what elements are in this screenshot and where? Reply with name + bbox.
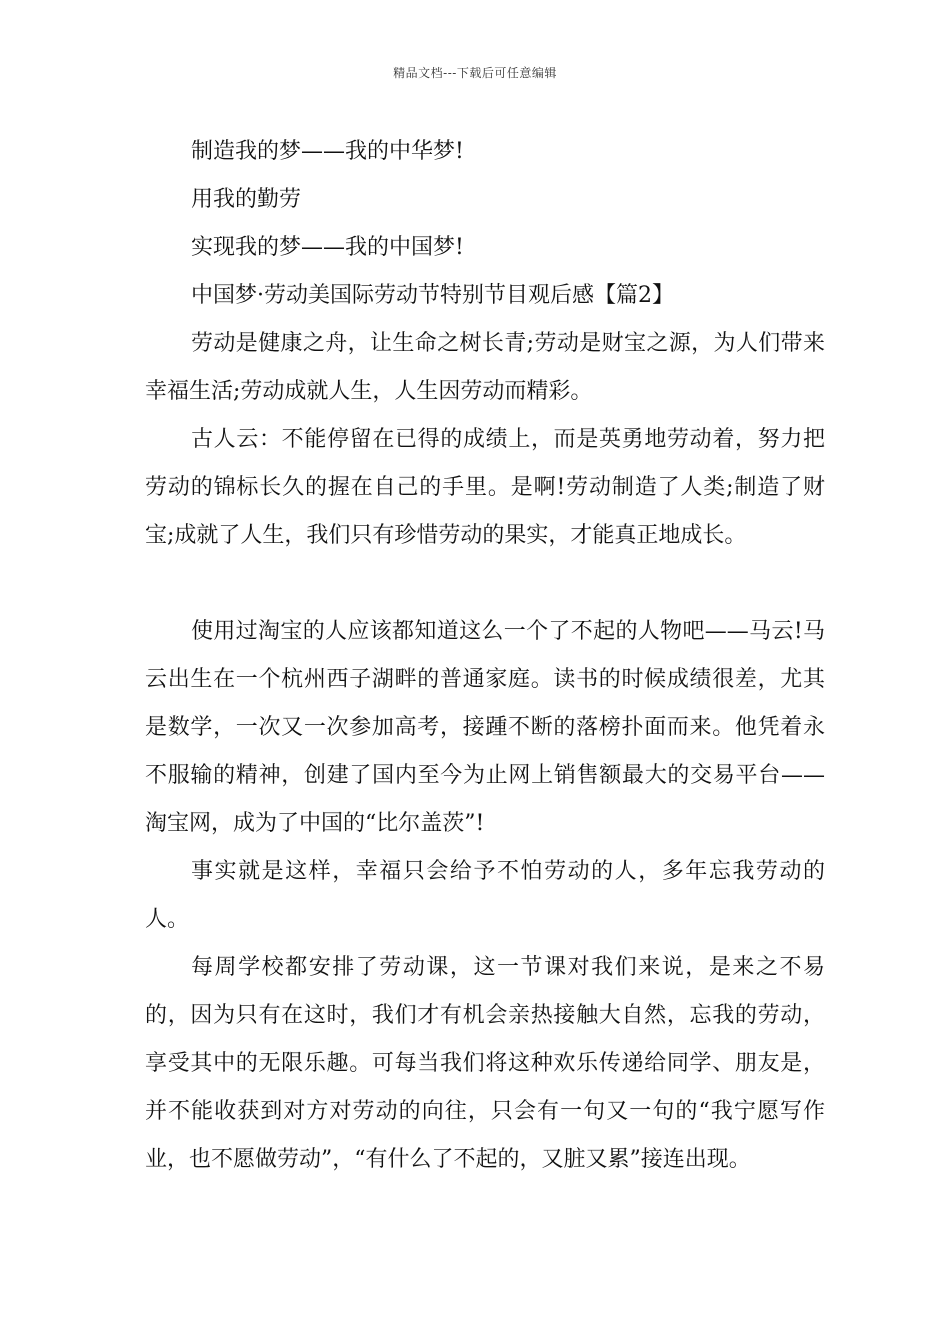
paragraph-3: 实现我的梦——我的中国梦! bbox=[191, 235, 464, 260]
paragraph-8: 事实就是这样，幸福只会给予不怕劳动的人，多年忘我劳动的人。 bbox=[145, 859, 825, 932]
paragraph-5: 劳动是健康之舟，让生命之树长青;劳动是财宝之源，为人们带来幸福生活;劳动成就人生，人生因劳动而精彩。 bbox=[145, 331, 825, 404]
document-body bbox=[145, 128, 825, 1184]
page-header: 精品文档---下载后可任意编辑 bbox=[393, 66, 557, 80]
paragraph-2: 用我的勤劳 bbox=[191, 187, 302, 212]
section-title: 中国梦·劳动美国际劳动节特别节目观后感【篇2】 bbox=[191, 283, 674, 308]
paragraph-1: 制造我的梦——我的中华梦! bbox=[191, 139, 464, 164]
paragraph-7: 使用过淘宝的人应该都知道这么一个了不起的人物吧——马云!马云出生在一个杭州西子湖畔的普通家庭。读书的时候成绩很差，尤其是数学，一次又一次参加高考，接踵不断的落榜扑面而来。他凭着永不服输的精神，创建了国内至今为止网上销售额最大的交易平台——淘宝网，成为了中国的“比尔盖茨”! bbox=[145, 619, 825, 836]
paragraph-9: 每周学校都安排了劳动课，这一节课对我们来说，是来之不易的，因为只有在这时，我们才有机会亲热接触大自然，忘我的劳动，享受其中的无限乐趣。可每当我们将这种欢乐传递给同学、朋友是，并不能收获到对方对劳动的向往，只会有一句又一句的“我宁愿写作业，也不愿做劳动”，“有什么了不起的，又脏又累”接连出现。 bbox=[145, 955, 825, 1172]
paragraph-6: 古人云：不能停留在已得的成绩上，而是英勇地劳动着，努力把劳动的锦标长久的握在自己的手里。是啊!劳动制造了人类;制造了财宝;成就了人生，我们只有珍惜劳动的果实，才能真正地成长。 bbox=[145, 427, 825, 548]
